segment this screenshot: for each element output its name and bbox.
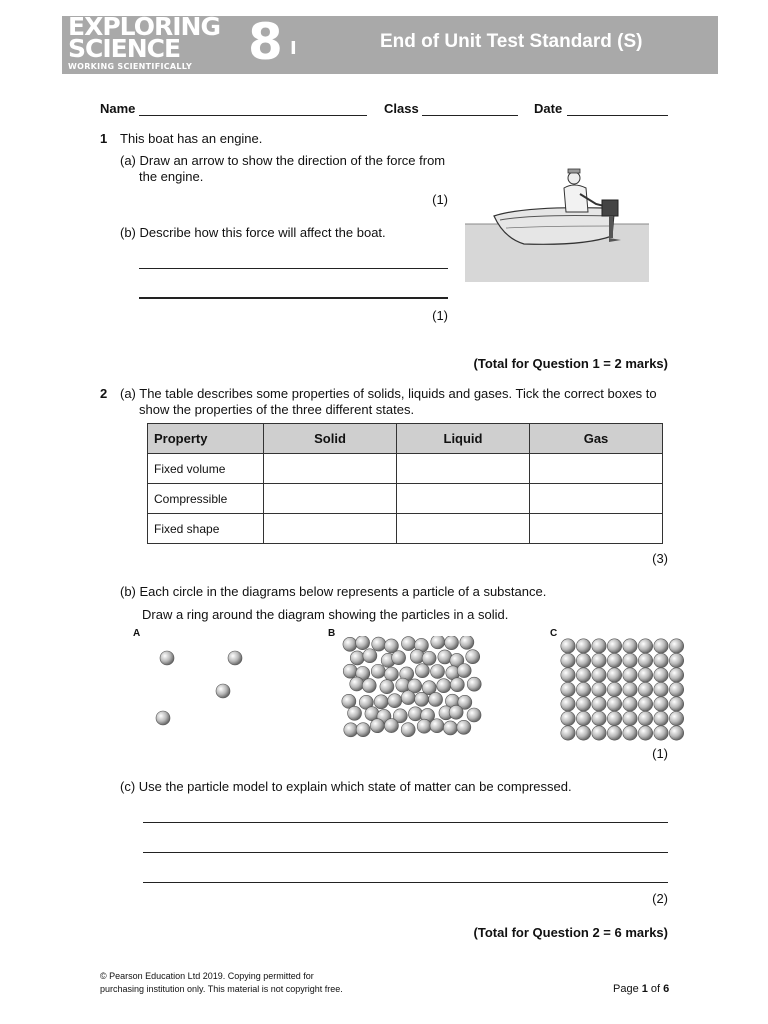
- table-row: [148, 454, 663, 484]
- particle: [380, 680, 394, 694]
- particle: [654, 726, 668, 740]
- particle: [388, 694, 402, 708]
- tick-box[interactable]: [530, 484, 663, 514]
- particle: [576, 711, 590, 725]
- particle: [607, 711, 621, 725]
- particle: [466, 650, 480, 664]
- name-field[interactable]: [139, 115, 367, 116]
- q1a-line2: the engine.: [139, 169, 204, 184]
- q2c-marks: (2): [652, 891, 668, 906]
- class-field[interactable]: [422, 115, 518, 116]
- diagram-c-solid[interactable]: [561, 639, 684, 740]
- particle: [457, 664, 471, 678]
- particle: [450, 678, 464, 692]
- q1a-marks: (1): [432, 192, 448, 207]
- particle: [431, 665, 445, 679]
- particle: [623, 668, 637, 682]
- particle: [350, 651, 364, 665]
- particle: [437, 679, 451, 693]
- particle: [348, 706, 362, 720]
- tick-box[interactable]: [264, 454, 397, 484]
- row-label: Fixed shape: [148, 514, 264, 544]
- q2a-line1: (a) The table describes some properties of solids, liquids and gases. Tick the correct boxes to: [120, 386, 657, 401]
- particle: [401, 637, 415, 651]
- particle: [343, 637, 357, 651]
- particle: [384, 719, 398, 733]
- particle: [344, 723, 358, 737]
- particle: [607, 653, 621, 667]
- particle: [561, 668, 575, 682]
- diagram-label-a: A: [133, 628, 141, 639]
- particle: [638, 711, 652, 725]
- diagram-label-b: B: [328, 628, 336, 639]
- particle: [592, 653, 606, 667]
- particle: [592, 668, 606, 682]
- particle: [561, 639, 575, 653]
- table-row: [148, 514, 663, 544]
- particle: [576, 682, 590, 696]
- particle: [623, 682, 637, 696]
- page-prefix: Page: [613, 983, 642, 995]
- particle: [429, 692, 443, 706]
- copyright-line2: purchasing institution only. This material is not copyright free.: [100, 984, 343, 994]
- particle: [669, 639, 683, 653]
- particle: [638, 682, 652, 696]
- particle: [444, 636, 458, 650]
- particle: [561, 726, 575, 740]
- particle: [371, 664, 385, 678]
- particle: [415, 664, 429, 678]
- row-label: Compressible: [148, 484, 264, 514]
- row-label: Fixed volume: [148, 454, 264, 484]
- q2c-answer-line-3[interactable]: [143, 882, 668, 883]
- logo-letter: I: [290, 38, 297, 59]
- particle: [576, 653, 590, 667]
- particle: [356, 723, 370, 737]
- q2-total: (Total for Question 2 = 6 marks): [473, 925, 668, 940]
- page-title: End of Unit Test Standard (S): [380, 31, 643, 52]
- particle: [449, 705, 463, 719]
- particle-diagrams: [130, 636, 690, 746]
- tick-box[interactable]: [397, 454, 530, 484]
- particle: [576, 639, 590, 653]
- tick-box[interactable]: [264, 514, 397, 544]
- particle: [356, 636, 370, 650]
- particle: [669, 697, 683, 711]
- particle: [408, 707, 422, 721]
- q2b-line1: (b) Each circle in the diagrams below represents a particle of a substance.: [120, 584, 547, 599]
- particle: [384, 667, 398, 681]
- particle: [460, 636, 474, 649]
- tick-box[interactable]: [397, 484, 530, 514]
- table-row: [148, 484, 663, 514]
- tick-box[interactable]: [397, 514, 530, 544]
- q1b-text: (b) Describe how this force will affect the boat.: [120, 225, 386, 240]
- particle: [592, 711, 606, 725]
- particle: [592, 726, 606, 740]
- particle: [467, 708, 481, 722]
- q2b-line2: Draw a ring around the diagram showing the particles in a solid.: [142, 607, 509, 622]
- particle: [374, 695, 388, 709]
- q1a-line1: (a) Draw an arrow to show the direction of the force from: [120, 153, 446, 168]
- q1b-answer-line-2[interactable]: [139, 297, 448, 299]
- particle: [607, 697, 621, 711]
- particle: [343, 664, 357, 678]
- particle: [607, 726, 621, 740]
- page-total: 6: [663, 983, 670, 995]
- particle: [654, 639, 668, 653]
- particle: [576, 697, 590, 711]
- particle: [654, 697, 668, 711]
- tick-box[interactable]: [530, 514, 663, 544]
- particle: [669, 711, 683, 725]
- particle: [623, 711, 637, 725]
- particle: [638, 639, 652, 653]
- tick-box[interactable]: [264, 484, 397, 514]
- q1b-answer-line-1[interactable]: [139, 268, 448, 269]
- particle: [417, 719, 431, 733]
- particle: [623, 639, 637, 653]
- particle: [623, 697, 637, 711]
- particle: [654, 682, 668, 696]
- particle: [561, 697, 575, 711]
- particle: [156, 711, 170, 725]
- logo-line3: WORKING SCIENTIFICALLY: [68, 62, 193, 71]
- diagram-label-c: C: [550, 628, 558, 639]
- particle: [607, 682, 621, 696]
- particle: [457, 720, 471, 734]
- particle: [350, 677, 364, 691]
- particle: [370, 719, 384, 733]
- particle: [607, 639, 621, 653]
- particle: [160, 651, 174, 665]
- particle: [430, 719, 444, 733]
- particle: [362, 679, 376, 693]
- table-header-row: [148, 424, 663, 454]
- q2c-text: (c) Use the particle model to explain which state of matter can be compressed.: [120, 779, 572, 794]
- particle: [654, 653, 668, 667]
- particle: [669, 682, 683, 696]
- particle: [592, 682, 606, 696]
- logo-number: 8: [248, 13, 283, 71]
- particle: [654, 711, 668, 725]
- q2c-answer-line-1[interactable]: [143, 822, 668, 823]
- class-label: Class: [384, 101, 419, 116]
- particle: [401, 691, 415, 705]
- q2-number: 2: [100, 386, 108, 401]
- particle: [576, 726, 590, 740]
- copyright-line1: © Pearson Education Ltd 2019. Copying permitted for: [100, 971, 314, 981]
- particle: [669, 668, 683, 682]
- particle: [216, 684, 230, 698]
- particle: [431, 636, 445, 649]
- tick-box[interactable]: [530, 454, 663, 484]
- diagram-b-liquid[interactable]: [342, 636, 481, 737]
- q1-intro: This boat has an engine.: [120, 131, 263, 146]
- particle: [669, 726, 683, 740]
- date-label: Date: [534, 101, 563, 116]
- particle: [623, 726, 637, 740]
- q1-total: (Total for Question 1 = 2 marks): [473, 356, 668, 371]
- diagram-a-gas[interactable]: [156, 651, 242, 725]
- table-header-solid: Solid: [264, 424, 397, 454]
- page-current: 1: [641, 983, 648, 995]
- particle: [392, 651, 406, 665]
- particle: [363, 649, 377, 663]
- logo-line2: SCIENCE: [68, 34, 181, 63]
- particle: [228, 651, 242, 665]
- particle: [669, 653, 683, 667]
- particle: [638, 668, 652, 682]
- particle: [561, 711, 575, 725]
- particle: [401, 723, 415, 737]
- particle: [422, 651, 436, 665]
- particle: [561, 682, 575, 696]
- date-field[interactable]: [567, 115, 668, 116]
- page-of: of: [647, 983, 664, 995]
- particle: [623, 653, 637, 667]
- name-label: Name: [100, 101, 136, 116]
- properties-table: [147, 423, 663, 544]
- q1-number: 1: [100, 131, 108, 146]
- table-header-liquid: Liquid: [397, 424, 530, 454]
- logo-line1: EXPLORING: [68, 12, 220, 41]
- particle: [592, 639, 606, 653]
- q2c-answer-line-2[interactable]: [143, 852, 668, 853]
- q1b-marks: (1): [432, 308, 448, 323]
- particle: [592, 697, 606, 711]
- particle: [384, 639, 398, 653]
- table-header-property: Property: [148, 424, 264, 454]
- particle: [576, 668, 590, 682]
- table-header-gas: Gas: [530, 424, 663, 454]
- particle: [467, 677, 481, 691]
- particle: [638, 726, 652, 740]
- particle: [561, 653, 575, 667]
- q2a-marks: (3): [652, 551, 668, 566]
- q2a-line2: show the properties of the three different states.: [139, 402, 415, 417]
- particle: [372, 637, 386, 651]
- page-number: [613, 983, 669, 995]
- particle: [638, 653, 652, 667]
- particle: [415, 692, 429, 706]
- particle: [654, 668, 668, 682]
- particle: [607, 668, 621, 682]
- particle: [638, 697, 652, 711]
- boat-illustration: [464, 166, 650, 284]
- particle: [443, 721, 457, 735]
- q2b-marks: (1): [652, 746, 668, 761]
